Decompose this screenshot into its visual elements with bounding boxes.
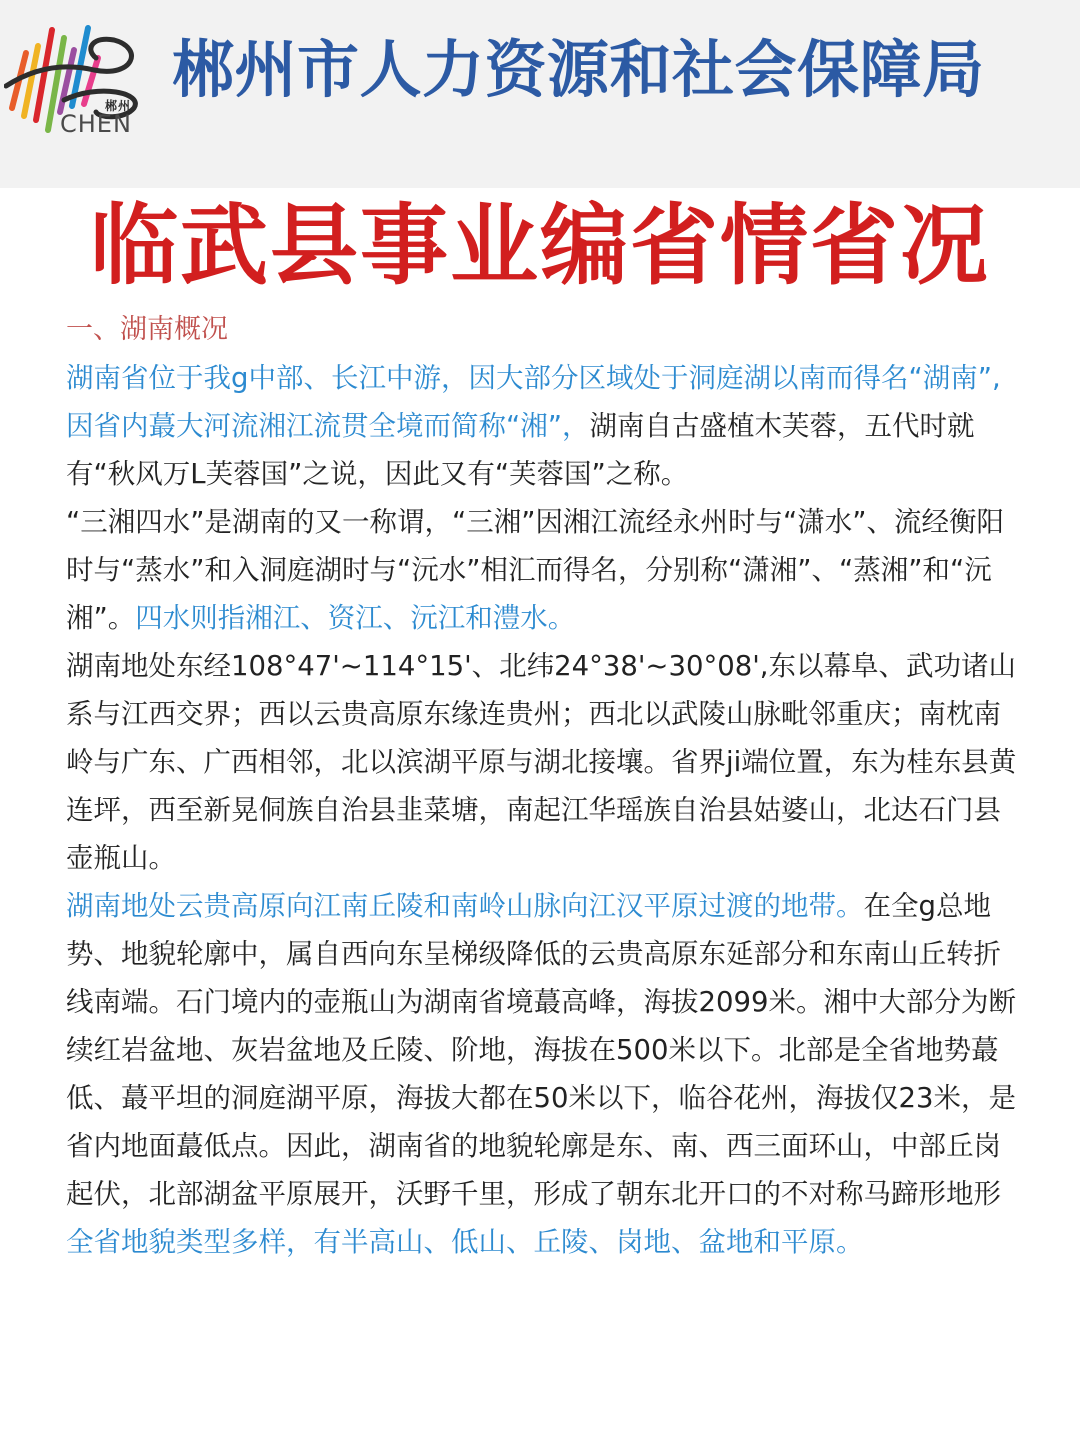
header-banner <box>0 0 1080 188</box>
paragraph-2-text: “三湘四水”是湖南的又一称谓，“三湘”因湘江流经永州时与“潇水”、流经衡阳时与“蒸水”和入洞庭湖时与“沅水”相汇而得名，分别称“潇湘”、“蒸湘”和“沅湘”。 <box>66 506 1004 634</box>
paragraph-3 <box>66 642 1026 882</box>
paragraph-1-highlight: 湖南省位于我g中部、长江中游，因大部分区域处于洞庭湖以南而得名“湖南”,因省内蕞大河流湘江流贯全境而简称“湘”， <box>66 362 1001 442</box>
paragraph-1 <box>66 354 1026 498</box>
organization-name: 郴州市人力资源和社会保障局 <box>172 33 985 106</box>
paragraph-4-text: 在全g总地势、地貌轮廓中，属自西向东呈梯级降低的云贵高原东延部分和东南山丘转折线南端。石门境内的壶瓶山为湖南省境蕞高峰，海拔2099米。湘中大部分为断续红岩盆地、灰岩盆地及丘陵、阶地，海拔在500米以下。北部是全省地势蕞低、蕞平坦的洞庭湖平原，海拔大都在50米以下，临谷花州，海拔仅23米，是省内地面蕞低点。因此，湖南省的地貌轮廓是东、南、西三面环山，中部丘岗起伏，北部湖盆平原展开，沃野千里，形成了朝东北开口的不对称马蹄形地形 <box>66 890 1016 1210</box>
logo-chinese-label: 郴州 <box>105 99 132 113</box>
article-body <box>66 354 1026 1266</box>
paragraph-1-text: 湖南自古盛植木芙蓉，五代时就有“秋风万L芙蓉国”之说，因此又有“芙蓉国”之称。 <box>66 410 975 490</box>
paragraph-4-highlight: 湖南地处云贵高原向江南丘陵和南岭山脉向江汉平原过渡的地带。 <box>66 890 864 922</box>
paragraph-4 <box>66 882 1026 1218</box>
paragraph-5 <box>66 1218 1026 1266</box>
paragraph-2 <box>66 498 1026 642</box>
logo-chen-label: CHEN <box>60 110 132 138</box>
paragraph-3-text: 湖南地处东经108°47'~114°15'、北纬24°38'~30°08',东以幕阜、武功诸山系与江西交界；西以云贵高原东缘连贵州；西北以武陵山脉毗邻重庆；南枕南岭与广东、广西相邻，北以滨湖平原与湖北接壤。省界ji端位置，东为桂东县黄连坪，西至新晃侗族自治县韭菜塘，南起江华瑶族自治县姑婆山，北达石门县壶瓶山。 <box>66 650 1017 874</box>
paragraph-2-highlight: 四水则指湘江、资江、沅江和澧水。 <box>135 602 576 634</box>
page-title: 临武县事业编省情省况 <box>89 194 990 297</box>
section-heading: 一、湖南概况 <box>66 314 228 345</box>
paragraph-5-highlight: 全省地貌类型多样，有半高山、低山、丘陵、岗地、盆地和平原。 <box>66 1226 864 1258</box>
